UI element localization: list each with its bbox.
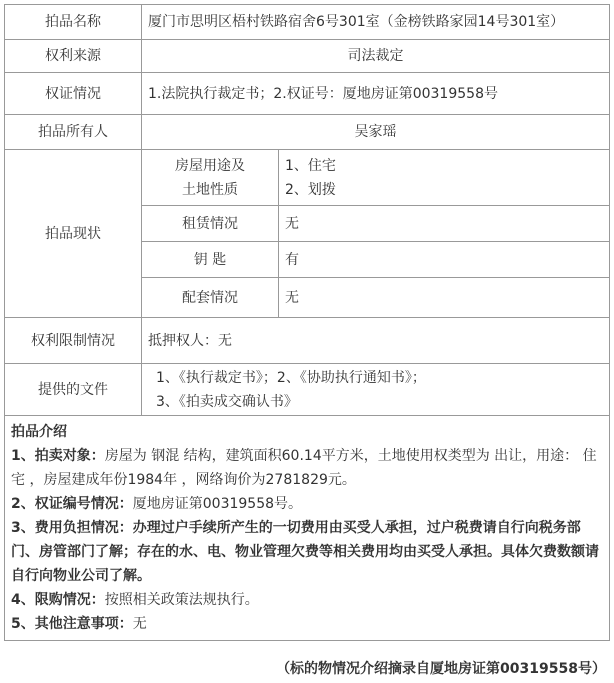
cert-value: 1.法院执行裁定书；2.权证号：厦地房证第00319558号 — [142, 73, 610, 115]
facility-label: 配套情况 — [142, 278, 279, 318]
name-label: 拍品名称 — [5, 5, 142, 40]
usage-label — [142, 150, 279, 206]
usage-value-line-2: 2、划拨 — [285, 181, 336, 198]
status-label: 拍品现状 — [5, 150, 142, 318]
intro-item-3-text: 办理过户手续所产生的一切费用由买受人承担，过户税费请自行向税务部门、房管部门了解；存在的水、电、物业管理欠费等相关费用均由买受人承担。具体欠费数额请自行向物业公司了解。 — [11, 520, 599, 584]
intro-title: 拍品介绍 — [11, 424, 67, 440]
rights-source-value: 司法裁定 — [142, 40, 610, 73]
auction-info-table — [4, 4, 610, 641]
usage-label-line-2: 土地性质 — [182, 181, 238, 198]
intro-item-4-label: 4、限购情况： — [11, 592, 105, 608]
docs-label: 提供的文件 — [5, 364, 142, 416]
intro-item-1 — [11, 444, 603, 492]
lease-value: 无 — [279, 206, 610, 242]
intro-item-3-label: 3、费用负担情况： — [11, 520, 133, 536]
intro-item-4-text: 按照相关政策法规执行。 — [104, 592, 259, 608]
auction-intro — [5, 416, 610, 641]
key-value: 有 — [279, 242, 610, 278]
facility-value: 无 — [279, 278, 610, 318]
usage-label-line-1: 房屋用途及 — [175, 157, 245, 174]
key-label: 钥 匙 — [142, 242, 279, 278]
owner-value: 吴家瑶 — [142, 115, 610, 150]
intro-item-4 — [11, 588, 603, 612]
intro-item-2 — [11, 492, 603, 516]
intro-item-3 — [11, 516, 603, 588]
source-footnote: （标的物情况介绍摘录自厦地房证第00319558号） — [276, 661, 606, 677]
limit-value: 抵押权人：无 — [142, 318, 610, 364]
rights-source-label: 权利来源 — [5, 40, 142, 73]
limit-label: 权利限制情况 — [5, 318, 142, 364]
lease-label: 租赁情况 — [142, 206, 279, 242]
intro-item-2-label: 2、权证编号情况： — [11, 496, 133, 512]
intro-item-2-text: 厦地房证第00319558号。 — [132, 496, 303, 512]
cert-label: 权证情况 — [5, 73, 142, 115]
intro-item-5-label: 5、其他注意事项： — [11, 616, 133, 632]
usage-value — [279, 150, 610, 206]
docs-value-line-2: 3、《拍卖成交确认书》 — [156, 393, 298, 410]
intro-item-5 — [11, 612, 603, 636]
intro-item-1-text: 房屋为 钢混 结构，建筑面积60.14平方米，土地使用权类型为 出让，用途： 住宅 ，房屋建成年份1984年 ，网络询价为2781829元。 — [11, 448, 597, 488]
owner-label: 拍品所有人 — [5, 115, 142, 150]
docs-value-line-1: 1、《执行裁定书》；2、《协助执行通知书》； — [156, 369, 426, 386]
intro-item-5-text: 无 — [132, 616, 147, 632]
intro-item-1-label: 1、拍卖对象： — [11, 448, 105, 464]
docs-value — [142, 364, 610, 416]
name-value: 厦门市思明区梧村铁路宿舍6号301室（金榜铁路家园14号301室） — [142, 5, 610, 40]
usage-value-line-1: 1、住宅 — [285, 157, 336, 174]
